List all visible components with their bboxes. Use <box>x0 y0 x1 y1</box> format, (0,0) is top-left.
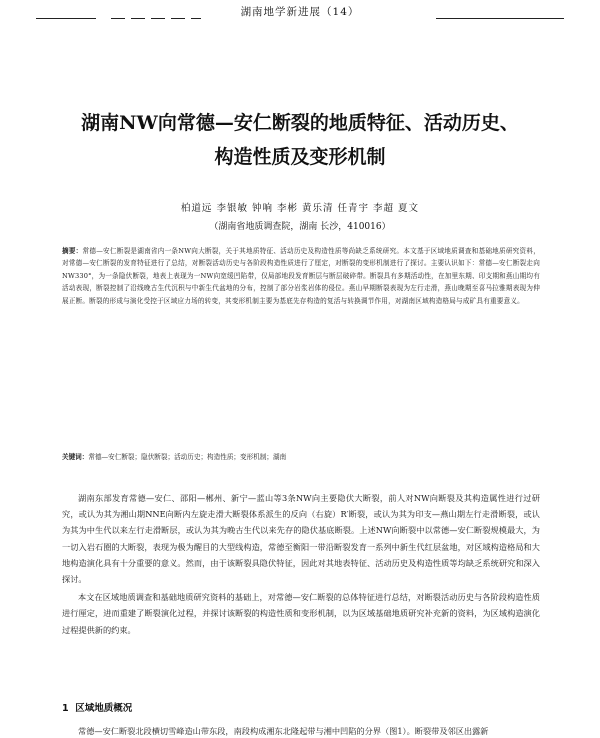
journal-name: 湖南地学新进展（14） <box>240 6 360 18</box>
body-paragraph-2: 本文在区域地质调查和基础地质研究资料的基础上，对常德—安仁断裂的总体特征进行总结，对断裂活动历史与各阶段构造性质进行厘定，进而重建了断裂演化过程，并探讨该断裂的构造性质和变形机制，以为区域基础地质研究补充新的资料，为区域构造演化过程提供新的约束。 <box>62 592 540 635</box>
section-title: 区域地质概况 <box>75 703 133 714</box>
authors: 柏道远 李银敏 钟响 李彬 黄乐清 任青宇 李超 夏文 <box>180 203 420 214</box>
abstract <box>62 245 540 307</box>
abstract-label: 摘要： <box>62 247 83 255</box>
body-text <box>62 490 540 640</box>
section-number: 1 <box>62 703 69 714</box>
body-paragraph-1: 湖南东部发育常德—安仁、邵阳—郴州、新宁—蓝山等3条NW向主要隐伏大断裂，前人对NW向断裂及其构造属性进行过研究，或认为其为湘山期NNE向断内左旋走滑大断裂体系派生的反向（右旋）R′断裂，或认为其为印支—燕山期左行走滑断裂，或认为其为中生代以来左行走滑断层，或认为其为晚古生代以来先存的隐伏基底断裂。上述NW向断裂中以常德—安仁断裂规模最大，为一切入岩石圈的大断裂，表现为极为醒目的大型线构造，常德至衡阳一带沿断裂发育一系列中新生代红层盆地，对区域构造格局和大地构造演化具有十分重要的意义。然而，由于该断裂具隐伏特征，因此对其地表特征、活动历史及构造性质等均缺乏系统研究和深入探讨。 <box>62 493 540 585</box>
keywords-label: 关键词： <box>62 453 89 461</box>
keywords-text: 常德—安仁断裂；隐伏断裂；活动历史；构造性质；变形机制；湖南 <box>88 453 287 461</box>
paper-title <box>40 106 560 174</box>
affiliation: （湖南省地质调查院，湖南 长沙，410016） <box>209 222 391 232</box>
title-line-2: 构造性质及变形机制 <box>214 146 386 168</box>
running-header <box>36 0 564 26</box>
body-last-line: 常德—安仁断裂北段横切雪峰造山带东段，南段构成湘东北隆起带与湘中凹陷的分界（图1）。断裂带及邻区出露新 <box>78 726 489 736</box>
title-line-1: 湖南NW向常德—安仁断裂的地质特征、活动历史、 <box>81 112 519 134</box>
section-heading <box>62 700 132 714</box>
abstract-text: 常德—安仁断裂是湖南省内一条NW向大断裂，关于其地质特征、活动历史及构造性质等尚缺乏系统研究。本文基于区域地质调查和基础地质研究资料，对常德—安仁断裂的发育特征进行了总结，对断裂活动历史与各阶段构造性质进行了厘定，对断裂的变形机制进行了探讨。主要认识如下：常德—安仁断裂走向NW330°，为一条隐伏断裂，地表上表现为一NW向宽缓凹陷带，仅局部地段发育断层与断层破碎带。断裂具有多期活动性，在加里东期、印支期和燕山期均有活动表现，断裂控制了沿线晚古生代沉积与中新生代盆地的分布，控制了部分岩浆岩体的侵位。燕山早期断裂表现为左行走滑，燕山晚期至喜马拉雅期表现为伸展正断。断裂的形成与演化受控于区域应力场的转变，其变形机制主要为基底先存构造的复活与转换调节作用，对湖南区域构造格局与成矿具有重要意义。 <box>62 247 540 305</box>
keywords <box>62 451 540 461</box>
